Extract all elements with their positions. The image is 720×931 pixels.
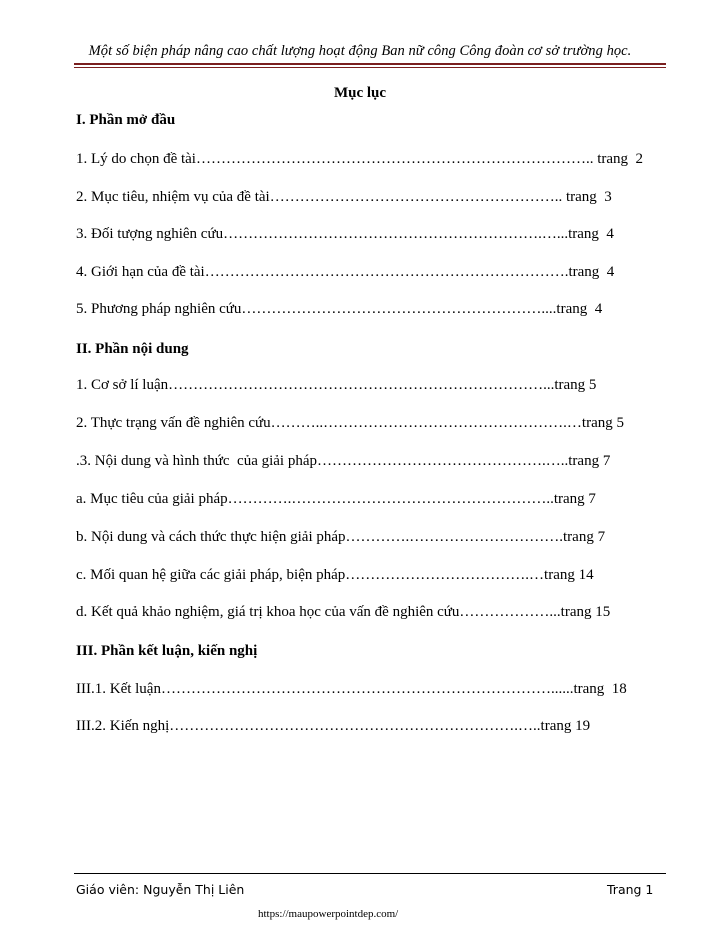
toc-entry: 2. Thực trạng vấn đề nghiên cứu………..………………………………………….…trang 5 xyxy=(76,415,624,431)
toc-entry: 1. Lý do chọn đề tài…………………………………………………………………….. trang 2 xyxy=(76,151,644,167)
footer-teacher: Giáo viên: Nguyễn Thị Liên xyxy=(76,882,245,897)
section-heading: II. Phần nội dung xyxy=(76,341,189,357)
header-rule-thin xyxy=(74,67,666,68)
toc-entry: 4. Giới hạn của đề tài……………………………………………………………….trang 4 xyxy=(76,264,615,280)
toc-entry: d. Kết quả khảo nghiệm, giá trị khoa học của vấn đề nghiên cứu………………...trang 15 xyxy=(76,604,611,620)
toc-entry: b. Nội dung và cách thức thực hiện giải pháp………….………………………….trang 7 xyxy=(76,529,606,545)
toc-entry: 2. Mục tiêu, nhiệm vụ của đề tài………………………………………………….. trang 3 xyxy=(76,189,612,205)
toc-entry: III.2. Kiến nghị…………………………………………………………….…..trang 19 xyxy=(76,718,591,734)
toc-entry: a. Mục tiêu của giải pháp………….……………………………………………..trang 7 xyxy=(76,491,596,507)
header-rule-thick xyxy=(74,63,666,65)
section-heading: I. Phần mở đầu xyxy=(76,112,176,128)
footer-page-number: Trang 1 xyxy=(607,882,654,897)
toc-entry: c. Mối quan hệ giữa các giải pháp, biện pháp……………………………….…trang 14 xyxy=(76,567,594,583)
toc-entry: 3. Đối tượng nghiên cứu……………………………………………………….…...trang 4 xyxy=(76,226,614,242)
footer-rule xyxy=(74,873,666,874)
toc-entry: 1. Cơ sở lí luận…………………………………………………………………...trang 5 xyxy=(76,377,597,393)
footer-url[interactable]: https://maupowerpointdep.com/ xyxy=(258,908,399,920)
page-header: Một số biện pháp nâng cao chất lượng hoạt động Ban nữ công Công đoàn cơ sở trường học. xyxy=(88,43,632,59)
toc-title: Mục lục xyxy=(333,85,387,101)
section-heading: III. Phần kết luận, kiến nghị xyxy=(76,643,258,659)
toc-entry: III.1. Kết luận……………………………………………………………………......trang 18 xyxy=(76,681,627,697)
toc-entry: 5. Phương pháp nghiên cứu……………………………………………………....trang 4 xyxy=(76,301,603,317)
toc-entry: .3. Nội dung và hình thức của giải pháp……………………………………….…..trang 7 xyxy=(76,453,611,469)
